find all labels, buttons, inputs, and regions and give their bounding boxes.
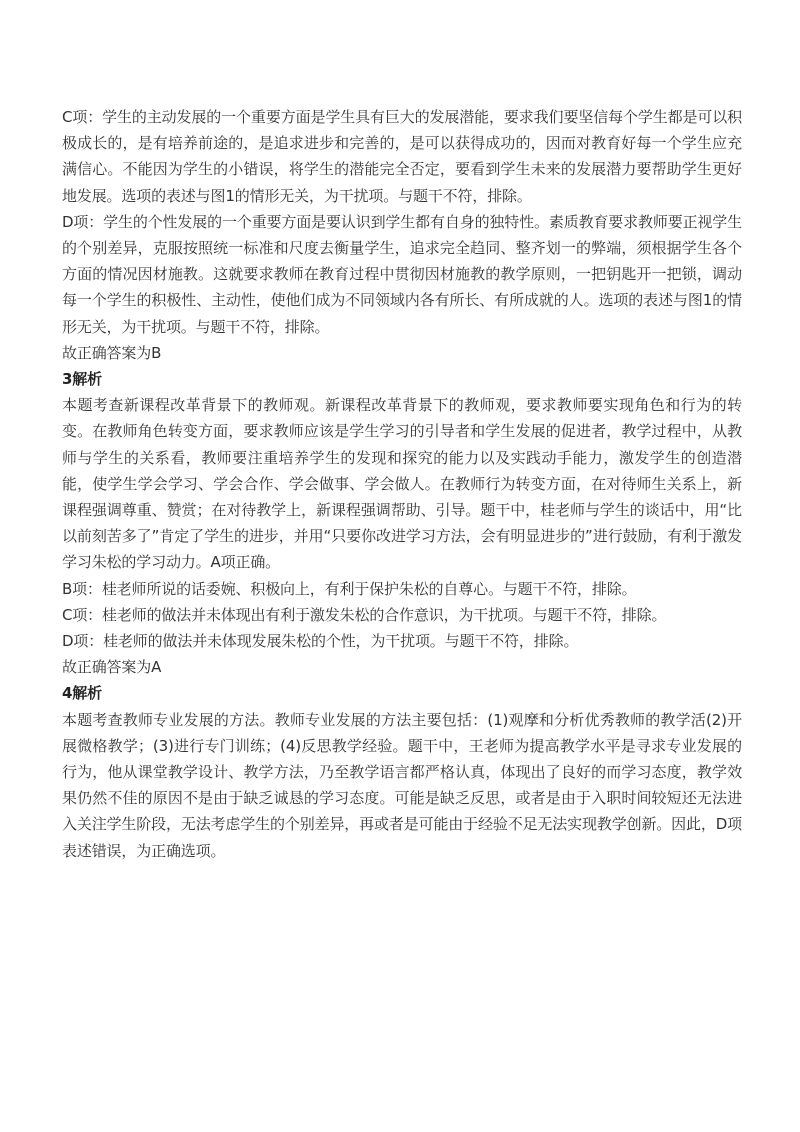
section-heading-4: 4解析 — [62, 684, 102, 703]
section-heading-3: 3解析 — [62, 370, 102, 389]
analysis-paragraph: 本题考查新课程改革背景下的教师观。新课程改革背景下的教师观，要求教师要实现角色和行为的转变。在教师角色转变方面，要求教师应该是学生学习的引导者和学生发展的促进者，教学过程中，从教师与学生的关系看，教师要注重培养学生的发现和探究的能力以及实践动手能力，激发学生的创造潜能，使学生学会学习、学会合作、学会做事、学会做人。在教师行为转变方面，在对待师生关系上，新课程强调尊重、赞赏；在对待教学上，新课程强调帮助、引导。题干中，桂老师与学生的谈话中，用“比以前刻苦多了”肯定了学生的进步，并用“只要你改进学习方法，会有明显进步的”进行鼓励，有利于激发学习朱松的学习动力。A项正确。 — [62, 396, 742, 572]
option-d-analysis-paragraph: D项：桂老师的做法并未体现发展朱松的个性，为干扰项。与题干不符，排除。 — [62, 632, 579, 651]
option-d-analysis-paragraph: D项：学生的个性发展的一个重要方面是要认识到学生都有自身的独特性。素质教育要求教师要正视学生的个别差异，克服按照统一标准和尺度去衡量学生，追求完全趋同、整齐划一的弊端，须根据学生各个方面的情况因材施教。这就要求教师在教育过程中贯彻因材施教的教学原则，一把钥匙开一把锁，调动每一个学生的积极性、主动性，使他们成为不同领域内各有所长、有所成就的人。选项的表述与图1的情形无关，为干扰项。与题干不符，排除。 — [62, 212, 742, 336]
answer-line: 故正确答案为A — [62, 658, 162, 677]
option-b-analysis-paragraph: B项：桂老师所说的话委婉、积极向上，有利于保护朱松的自尊心。与题干不符，排除。 — [62, 579, 637, 598]
document-body — [62, 104, 742, 864]
option-c-analysis-paragraph: C项：学生的主动发展的一个重要方面是学生具有巨大的发展潜能，要求我们要坚信每个学生都是可以积极成长的，是有培养前途的，是追求进步和完善的，是可以获得成功的，因而对教育好每一个学生应充满信心。不能因为学生的小错误，将学生的潜能完全否定，要看到学生未来的发展潜力要帮助学生更好地发展。选项的表述与图1的情形无关，为干扰项。与题干不符，排除。 — [62, 108, 742, 205]
analysis-paragraph: 本题考查教师专业发展的方法。教师专业发展的方法主要包括：(1)观摩和分析优秀教师的教学活(2)开展微格教学；(3)进行专门训练；(4)反思教学经验。题干中，王老师为提高教学水平是寻求专业发展的行为，他从课堂教学设计、教学方法，乃至教学语言都严格认真，体现出了良好的而学习态度，教学效果仍然不佳的原因不是由于缺乏诚恳的学习态度。可能是缺乏反思，或者是由于入职时间较短还无法进入关注学生阶段，无法考虑学生的个别差异，再或者是可能由于经验不足无法实现教学创新。因此，D项表述错误，为正确选项。 — [62, 710, 742, 860]
answer-line: 故正确答案为B — [62, 343, 162, 362]
option-c-analysis-paragraph: C项：桂老师的做法并未体现出有利于激发朱松的合作意识，为干扰项。与题干不符，排除。 — [62, 605, 667, 624]
